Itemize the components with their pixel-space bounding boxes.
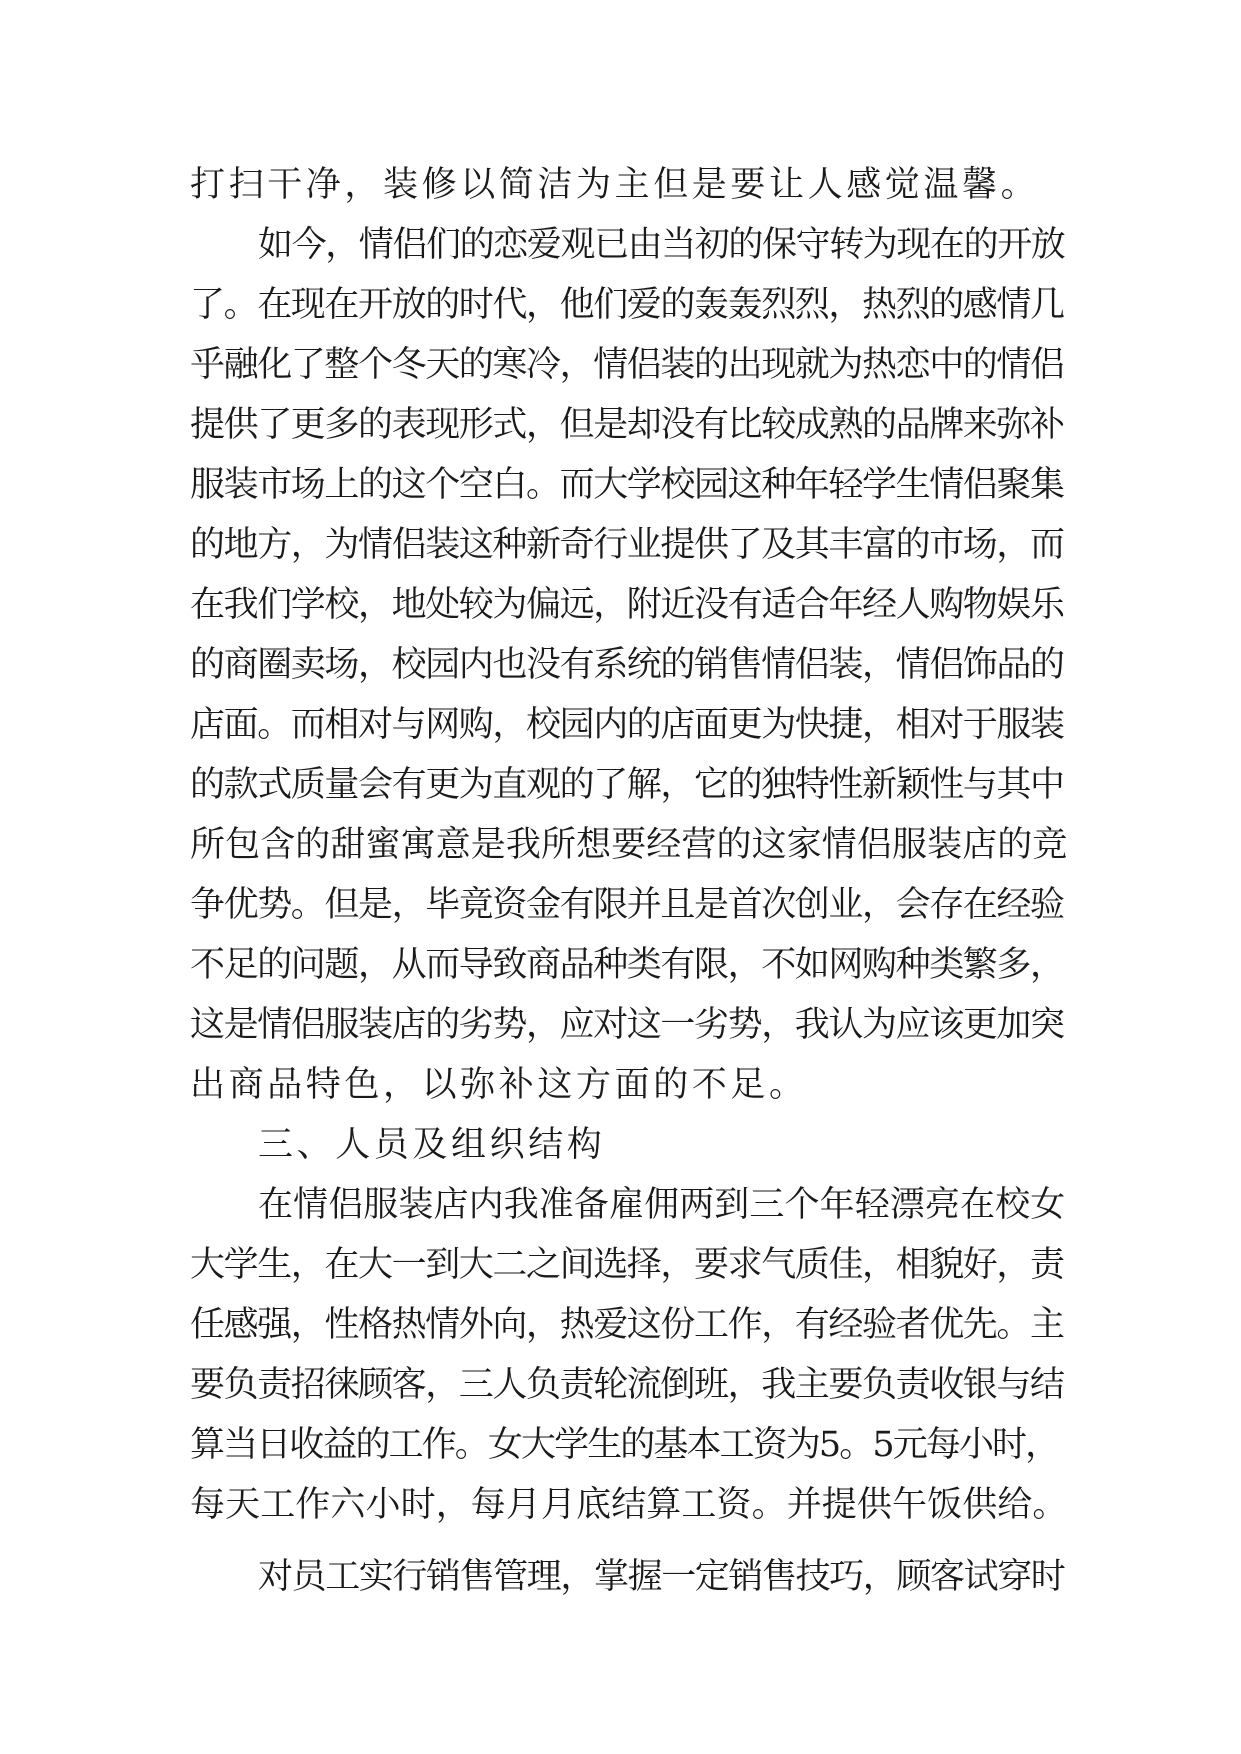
- paragraph-line: 出商品特色，以弥补这方面的不足。: [190, 1065, 808, 1105]
- section-heading: 三、人员及组织结构: [258, 1125, 606, 1165]
- paragraph-line: 对员工实行销售管理，掌握一定销售技巧，顾客试穿时: [258, 1557, 1065, 1597]
- paragraph-line: 任感强，性格热情外向，热爱这份工作，有经验者优先。主: [190, 1305, 1064, 1345]
- paragraph-line: 这是情侣服装店的劣势，应对这一劣势，我认为应该更加突: [190, 1005, 1064, 1045]
- paragraph-line: 乎融化了整个冬天的寒冷，情侣装的出现就为热恋中的情侣: [190, 345, 1064, 385]
- paragraph-line: 了。在现在开放的时代，他们爱的轰轰烈烈，热烈的感情几: [190, 285, 1064, 325]
- paragraph-line: 提供了更多的表现形式，但是却没有比较成熟的品牌来弥补: [190, 405, 1064, 445]
- paragraph-line: 大学生，在大一到大二之间选择，要求气质佳，相貌好，责: [190, 1245, 1064, 1285]
- paragraph-line: 的地方，为情侣装这种新奇行业提供了及其丰富的市场，而: [190, 525, 1064, 565]
- paragraph-line: 如今，情侣们的恋爱观已由当初的保守转为现在的开放: [258, 225, 1065, 265]
- paragraph-line: 不足的问题，从而导致商品种类有限，不如网购种类繁多，: [190, 945, 1064, 985]
- paragraph-line: 店面。而相对与网购，校园内的店面更为快捷，相对于服装: [190, 705, 1064, 745]
- paragraph-line: 每天工作六小时，每月月底结算工资。并提供午饭供给。: [190, 1485, 1068, 1525]
- paragraph-line: 服装市场上的这个空白。而大学校园这种年轻学生情侣聚集: [190, 465, 1064, 505]
- paragraph-line: 在情侣服装店内我准备雇佣两到三个年轻漂亮在校女: [258, 1185, 1066, 1225]
- paragraph-line: 所包含的甜蜜寓意是我所想要经营的这家情侣服装店的竞: [190, 825, 1068, 865]
- paragraph-line: 的款式质量会有更为直观的了解，它的独特性新颖性与其中: [190, 765, 1064, 805]
- paragraph-line: 打扫干净，装修以简洁为主但是要让人感觉温馨。: [190, 165, 1040, 205]
- paragraph-line: 要负责招徕顾客，三人负责轮流倒班，我主要负责收银与结: [190, 1365, 1064, 1405]
- paragraph-line: 在我们学校，地处较为偏远，附近没有适合年经人购物娱乐: [190, 585, 1064, 625]
- paragraph-line: 争优势。但是，毕竟资金有限并且是首次创业，会存在经验: [190, 885, 1064, 925]
- paragraph-line: 算当日收益的工作。女大学生的基本工资为5。5元每小时，: [190, 1425, 1059, 1465]
- paragraph-line: 的商圈卖场，校园内也没有系统的销售情侣装，情侣饰品的: [190, 645, 1064, 685]
